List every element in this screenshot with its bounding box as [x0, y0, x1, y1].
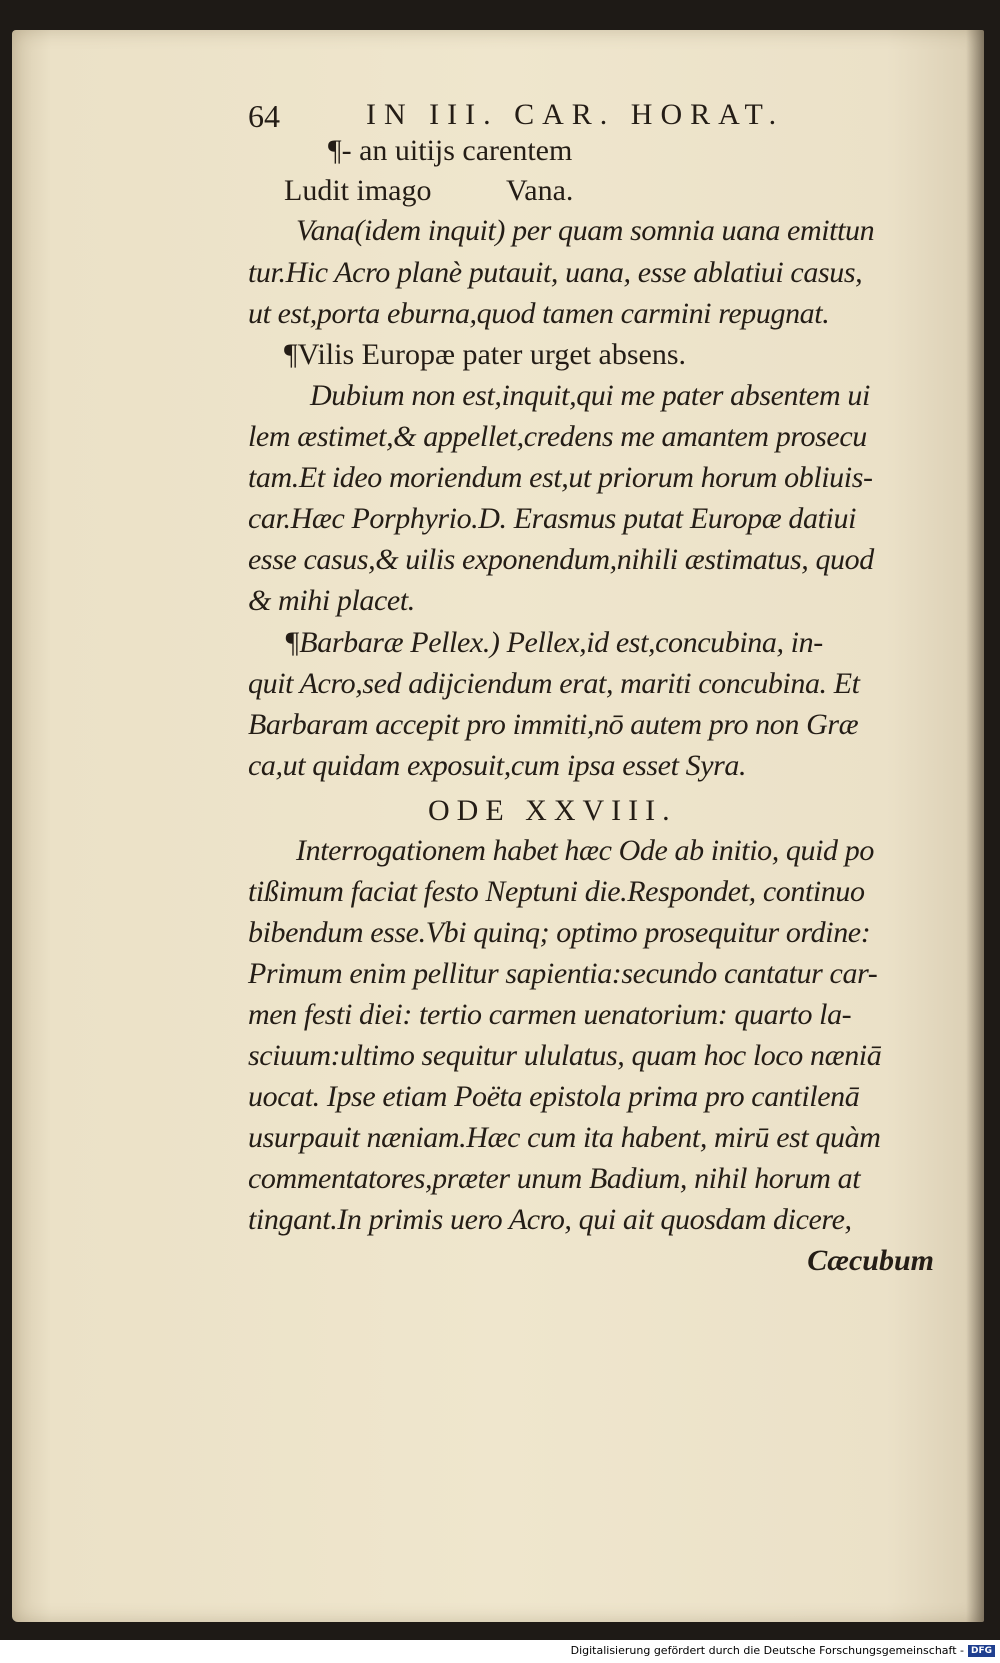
text-line: esse casus,& uilis exponendum,nihili æstimatus, quod: [248, 543, 874, 576]
text-line: bibendum esse.Vbi quinq; optimo prosequitur ordine:: [248, 916, 871, 949]
dfg-logo: DFG: [968, 1645, 995, 1657]
catchword: Cæcubum: [807, 1244, 934, 1277]
text-line: tißimum faciat festo Neptuni die.Respondet, continuo: [248, 875, 865, 908]
text-line: ¶- an uitijs carentem: [328, 134, 573, 167]
spine-shadow: [966, 30, 984, 1622]
text-line: & mihi placet.: [248, 584, 415, 617]
text-line: ca,ut quidam exposuit,cum ipsa esset Syra.: [248, 749, 747, 782]
text-line: Dubium non est,inquit,qui me pater absentem ui: [310, 379, 870, 412]
ode-heading: ODE XXVIII.: [428, 794, 677, 827]
running-head: [248, 94, 948, 134]
text-block: [248, 94, 948, 1354]
text-line: Vana(idem inquit) per quam somnia uana emittun: [296, 214, 875, 247]
page-number: 64: [248, 98, 280, 134]
text-line: ¶Vilis Europæ pater urget absens.: [284, 338, 686, 371]
text-line: tam.Et ideo moriendum est,ut priorum horum obliuis-: [248, 461, 873, 494]
text-line: tur.Hic Acro planè putauit, uana, esse ablatiui casus,: [248, 256, 863, 289]
credit-text: Digitalisierung gefördert durch die Deutsche Forschungsgemeinschaft -: [570, 1644, 964, 1657]
text-line: Primum enim pellitur sapientia:secundo cantatur car-: [248, 957, 878, 990]
text-line: car.Hæc Porphyrio.D. Erasmus putat Europæ datiui: [248, 502, 857, 535]
running-title: IN III. CAR. HORAT.: [366, 98, 785, 131]
text-line: lem æstimet,& appellet,credens me amantem prosecu: [248, 420, 867, 453]
text-line: tingant.In primis uero Acro, qui ait quosdam dicere,: [248, 1203, 852, 1236]
text-line: Ludit imago Vana.: [284, 174, 574, 207]
text-line: commentatores,præter unum Badium, nihil horum at: [248, 1162, 861, 1195]
text-line: men festi diei: tertio carmen uenatorium: quarto la-: [248, 998, 852, 1031]
text-line: quit Acro,sed adijciendum erat, mariti concubina. Et: [248, 667, 860, 700]
text-line: Interrogationem habet hæc Ode ab initio, quid po: [296, 834, 874, 867]
text-line: usurpauit næniam.Hæc cum ita habent, mirū est quàm: [248, 1121, 881, 1154]
text-line: Barbaram accepit pro immiti,nō autem pro non Græ: [248, 708, 859, 741]
digitization-credit: [0, 1644, 995, 1663]
text-line: ¶Barbaræ Pellex.) Pellex,id est,concubina, in-: [284, 626, 823, 659]
text-line: sciuum:ultimo sequitur ululatus, quam hoc loco næniā: [248, 1039, 882, 1072]
text-line: ut est,porta eburna,quod tamen carmini repugnat.: [248, 297, 830, 330]
text-line: uocat. Ipse etiam Poëta epistola prima pro cantilenā: [248, 1080, 860, 1113]
